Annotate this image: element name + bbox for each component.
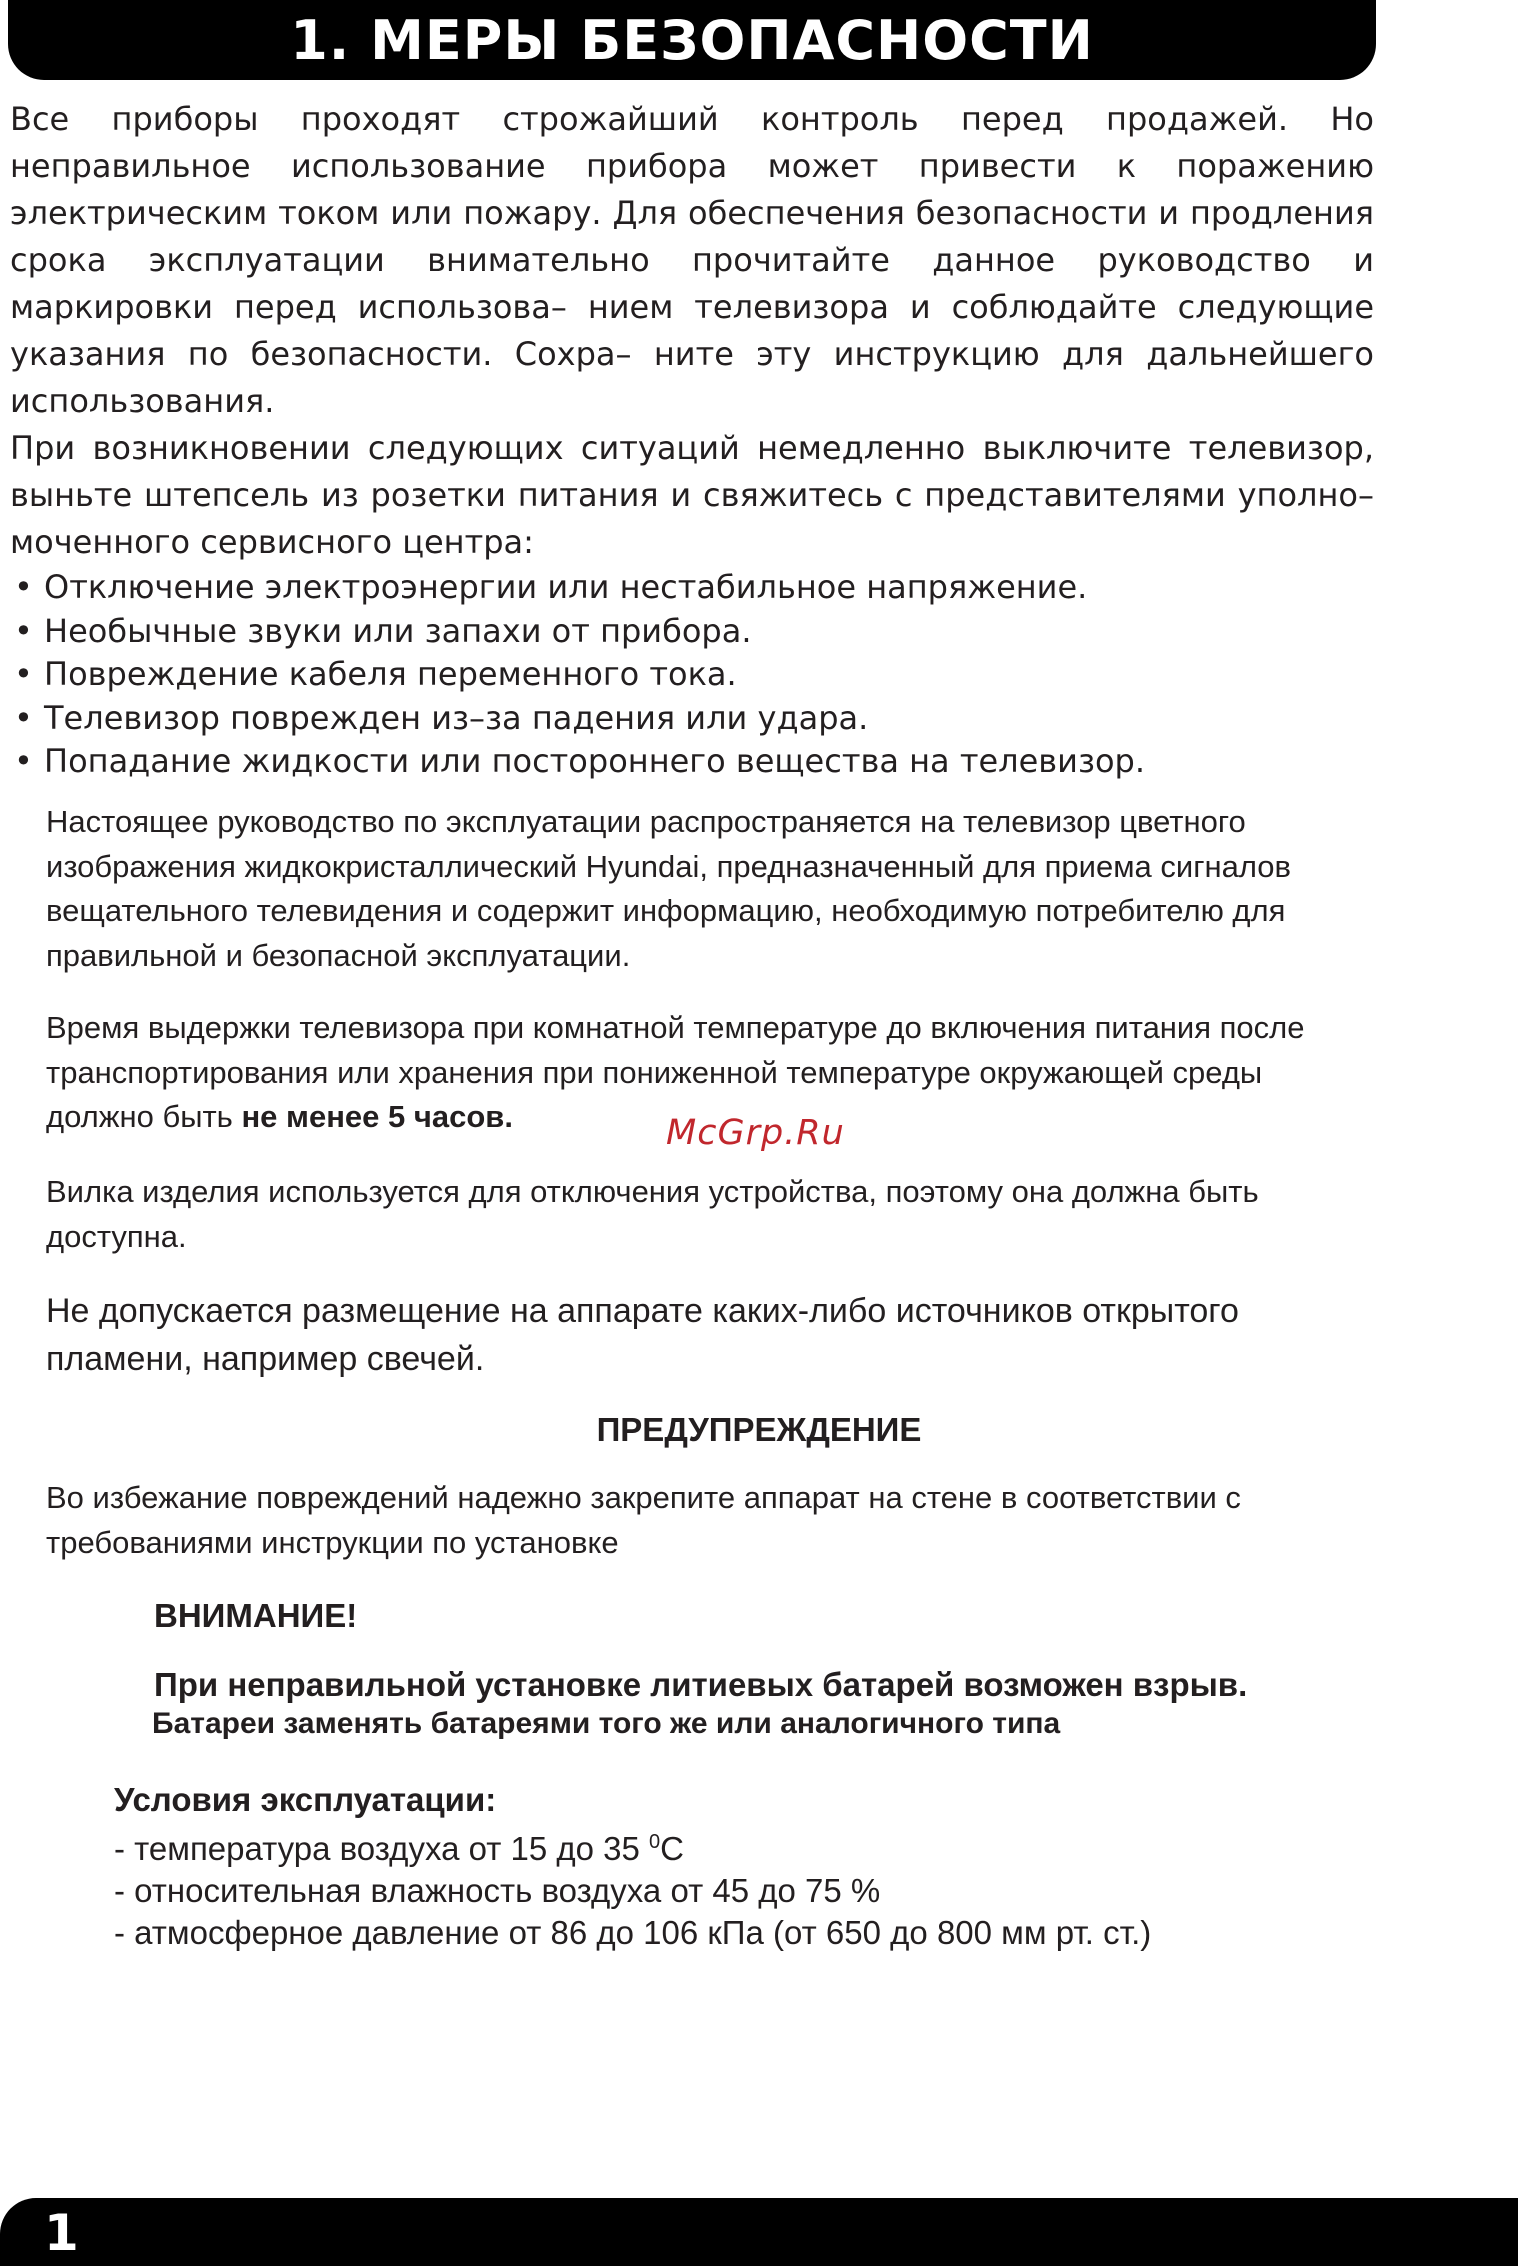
list-item: • Повреждение кабеля переменного тока. [10, 653, 1374, 697]
holding-time-paragraph: Время выдержки телевизора при комнатной температуре до включения питания после транспортирования или хранения при пониженной температуре окружающей среды должно быть не менее 5 часов. [46, 1010, 1305, 1134]
section-title: 1. МЕРЫ БЕЗОПАСНОСТИ [290, 8, 1094, 72]
attention-line-1: При неправильной установке литиевых батарей возможен взрыв. [154, 1666, 1248, 1703]
list-item: • Телевизор поврежден из–за падения или удара. [10, 697, 1374, 741]
warning-heading: ПРЕДУПРЕЖДЕНИЕ [596, 1411, 922, 1448]
bullet-dot: • [14, 742, 33, 780]
list-item: • Попадание жидкости или постороннего вещества на телевизор. [10, 740, 1374, 784]
flame-paragraph: Не допускается размещение на аппарате каких-либо источников открытого пламени, например свечей. [46, 1292, 1239, 1378]
manual-scope-paragraph: Настоящее руководство по эксплуатации распространяется на телевизор цветного изображения жидкокристаллический Hyundai, предназначенный для приема сигналов вещательного телевидения и содержит информацию, необходимую потребителю для правильной и безопасной эксплуатации. [46, 804, 1292, 973]
list-item: • Отключение электроэнергии или нестабильное напряжение. [10, 566, 1374, 610]
page-number: 1 [44, 2204, 79, 2262]
condition-temperature: - температура воздуха от 15 до 35 $^0$С [114, 1830, 684, 1867]
intro-paragraph-2: При возникновении следующих ситуаций немедленно выключите телевизор, выньте штепсель из розетки питания и свяжитесь с представителями уполно– моченного сервисного центра: [10, 429, 1374, 561]
list-item: • Необычные звуки или запахи от прибора. [10, 610, 1374, 654]
attention-heading: ВНИМАНИЕ! [154, 1597, 358, 1634]
footer-bar [0, 2198, 1518, 2266]
bullet-dot: • [14, 698, 33, 737]
condition-pressure: - атмосферное давление от 86 до 106 кПа (от 650 до 800 мм рт. ст.) [114, 1914, 1152, 1951]
intro-section [10, 96, 1374, 784]
operating-conditions [114, 1779, 1414, 1954]
plug-paragraph: Вилка изделия используется для отключения устройства, поэтому она должна быть доступна. [46, 1174, 1259, 1254]
conditions-heading: Условия эксплуатации: [114, 1781, 497, 1818]
attention-line-2: Батареи заменять батареями того же или аналогичного типа [152, 1707, 1061, 1740]
section-header-bar [8, 0, 1376, 80]
watermark: McGrp.Ru [666, 1113, 845, 1153]
holding-time-value: не менее 5 часов. [241, 1099, 513, 1134]
bullet-dot: • [14, 611, 33, 650]
bullet-dot: • [14, 568, 33, 606]
situations-list [10, 566, 1374, 784]
condition-humidity: - относительная влажность воздуха от 45 до 75 % [114, 1872, 881, 1909]
intro-paragraph-1: Все приборы проходят строжайший контроль перед продажей. Но неправильное использование прибора может привести к поражению электрическим током или пожару. Для обеспечения безопасности и продления срока эксплуатации внимательно прочитайте данное руководство и маркировки перед использова– нием телевизора и соблюдайте следующие указания по безопасности. Сохра– ните эту инструкцию для дальнейшего использования. [10, 100, 1374, 420]
bullet-dot: • [14, 655, 33, 693]
warning-paragraph: Во избежание повреждений надежно закрепите аппарат на стене в соответствии с требованиями инструкции по установке [46, 1480, 1241, 1560]
